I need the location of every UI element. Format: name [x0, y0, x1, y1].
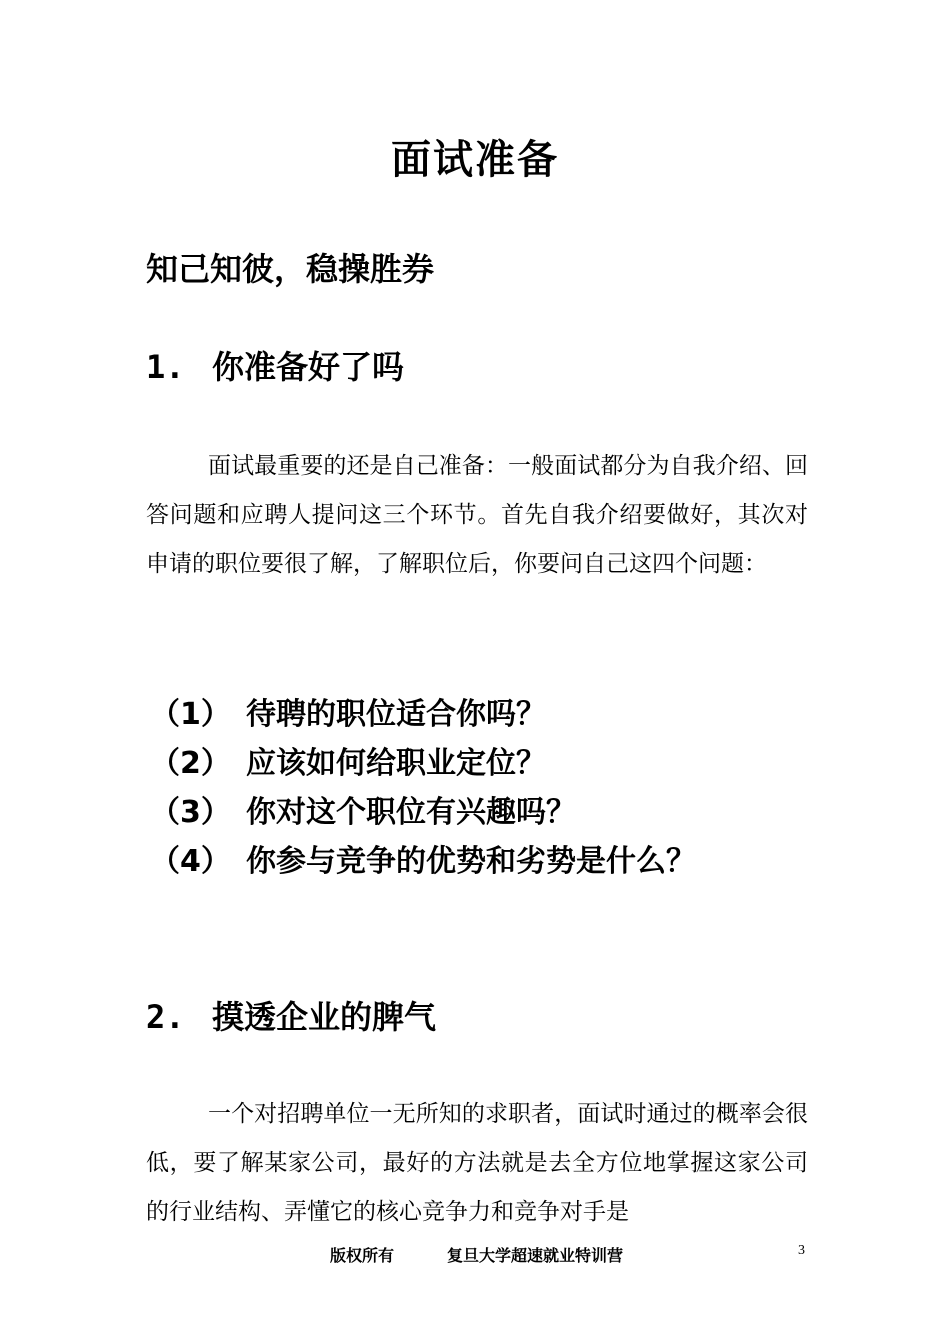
document-subtitle: 知己知彼，稳操胜券	[146, 250, 435, 288]
question-number: （3）	[150, 795, 231, 830]
section-heading-text: 摸透企业的脾气	[212, 998, 437, 1036]
question-item	[150, 788, 850, 837]
section-number: 2.	[146, 998, 185, 1036]
question-number: （1）	[150, 697, 231, 732]
page-number: 3	[798, 1243, 805, 1258]
section-number: 1.	[146, 348, 185, 386]
question-text: 待聘的职位适合你吗？	[246, 697, 546, 732]
page-footer	[0, 1243, 950, 1269]
question-item	[150, 739, 850, 788]
section-heading-2	[146, 992, 436, 1038]
question-text: 你参与竞争的优势和劣势是什么？	[246, 844, 696, 879]
footer-organization: 复旦大学超速就业特训营	[447, 1246, 624, 1265]
question-list	[150, 690, 850, 886]
question-number: （4）	[150, 844, 231, 879]
section-heading-text: 你准备好了吗	[212, 348, 405, 386]
section-paragraph-2: 一个对招聘单位一无所知的求职者，面试时通过的概率会很低，要了解某家公司，最好的方法就是去全方位地掌握这家公司的行业结构、弄懂它的核心竞争力和竞争对手是	[146, 1101, 808, 1225]
section-paragraph-1: 面试最重要的还是自己准备：一般面试都分为自我介绍、回答问题和应聘人提问这三个环节。首先自我介绍要做好，其次对申请的职位要很了解，了解职位后，你要问自己这四个问题：	[146, 453, 808, 577]
question-text: 应该如何给职业定位？	[246, 746, 546, 781]
question-item	[150, 690, 850, 739]
section-heading-1	[146, 342, 404, 388]
footer-copyright: 版权所有	[330, 1246, 395, 1265]
question-text: 你对这个职位有兴趣吗？	[246, 795, 576, 830]
question-number: （2）	[150, 746, 231, 781]
page-title: 面试准备	[391, 137, 559, 183]
question-item	[150, 837, 850, 886]
